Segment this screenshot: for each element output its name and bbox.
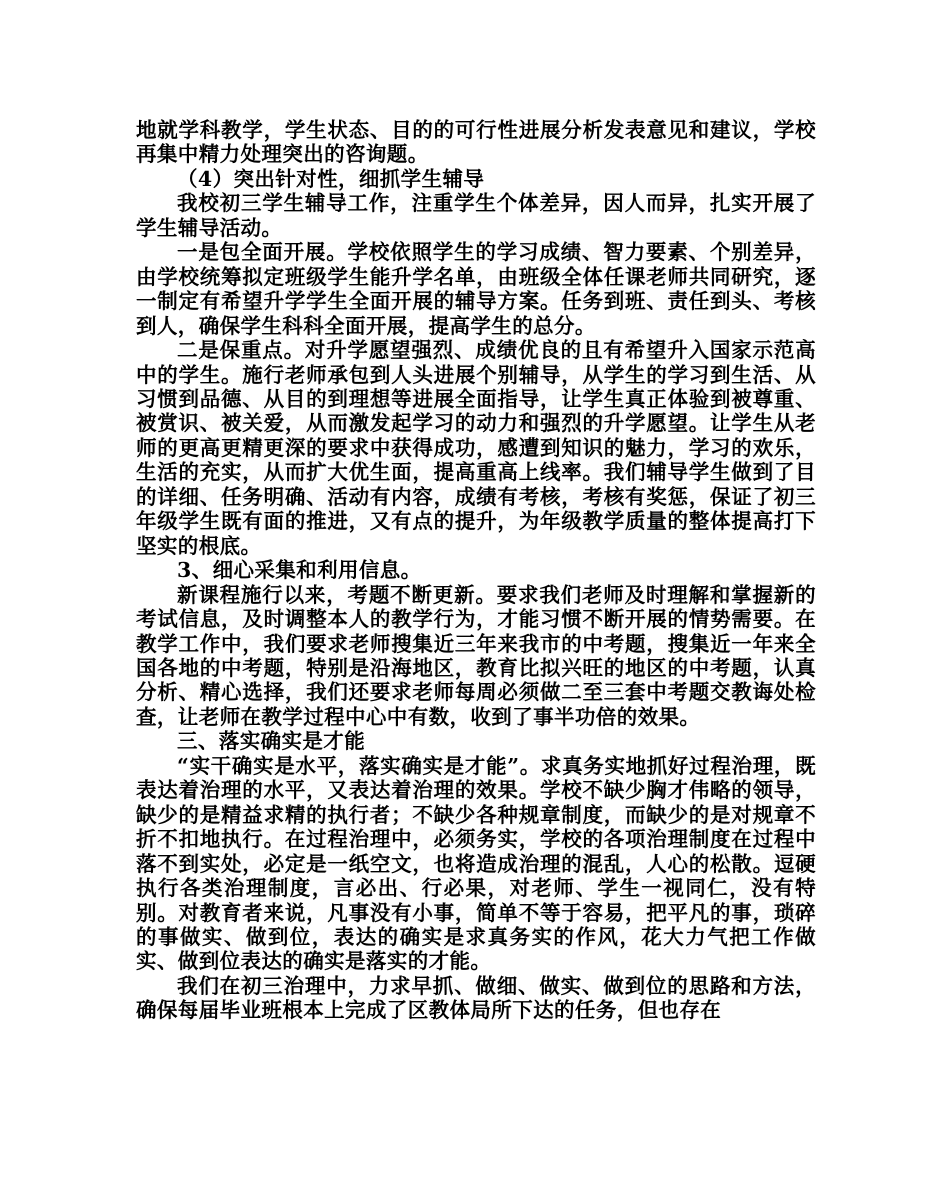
paragraph: 我们在初三治理中，力求早抓、做细、做实、做到位的思路和方法，确保每届毕业班根本上完成了区教体局所下达的任务，但也存在	[136, 973, 816, 1023]
paragraph: 一是包全面开展。学校依照学生的学习成绩、智力要素、个别差异，由学校统筹拟定班级学生能升学名单，由班级全体任课老师共同研究，逐一制定有希望升学学生全面开展的辅导方案。任务到班、责任到头、考核到人，确保学生科科全面开展，提高学生的总分。	[136, 240, 816, 338]
paragraph: 新课程施行以来，考题不断更新。要求我们老师及时理解和掌握新的考试信息，及时调整本人的教学行为，才能习惯不断开展的情势需要。在教学工作中，我们要求老师搜集近三年来我市的中考题，搜集近一年来全国各地的中考题，特别是沿海地区，教育比拟兴旺的地区的中考题，认真分析、精心选择，我们还要求老师每周必须做二至三套中考题交教诲处检查，让老师在教学过程中心中有数，收到了事半功倍的效果。	[136, 582, 816, 729]
section-heading: （4）突出针对性，细抓学生辅导	[177, 166, 485, 191]
section-heading: 三、落实确实是才能	[177, 729, 366, 754]
paragraph: 我校初三学生辅导工作，注重学生个体差异，因人而异，扎实开展了学生辅导活动。	[136, 191, 816, 240]
document-page	[136, 118, 816, 1023]
section-heading: 3、细心采集和利用信息。	[177, 558, 422, 583]
paragraph: “实干确实是水平，落实确实是才能”。求真务实地抓好过程治理，既表达着治理的水平，又表达着治理的效果。学校不缺少胸才伟略的领导，缺少的是精益求精的执行者；不缺少各种规章制度，而缺少的是对规章不折不扣地执行。在过程治理中，必须务实，学校的各项治理制度在过程中落不到实处，必定是一纸空文，也将造成治理的混乱，人心的松散。逗硬执行各类治理制度，言必出、行必果，对老师、学生一视同仁，没有特别。对教育者来说，凡事没有小事，简单不等于容易，把平凡的事，琐碎的事做实、做到位，表达的确实是求真务实的作风，花大力气把工作做实、做到位表达的确实是落实的才能。	[136, 753, 816, 974]
paragraph: 二是保重点。对升学愿望强烈、成绩优良的且有希望升入国家示范高中的学生。施行老师承包到人头进展个别辅导，从学生的学习到生活、从习惯到品德、从目的到理想等进展全面指导，让学生真正体验到被尊重、被赏识、被关爱，从而激发起学习的动力和强烈的升学愿望。让学生从老师的更高更精更深的要求中获得成功，感遭到知识的魅力，学习的欢乐，生活的充实，从而扩大优生面，提高重高上线率。我们辅导学生做到了目的详细、任务明确、活动有内容，成绩有考核，考核有奖惩，保证了初三年级学生既有面的推进，又有点的提升，为年级教学质量的整体提高打下坚实的根底。	[136, 338, 816, 558]
paragraph: 地就学科教学，学生状态、目的的可行性进展分析发表意见和建议，学校再集中精力处理突出的咨询题。	[136, 118, 816, 167]
